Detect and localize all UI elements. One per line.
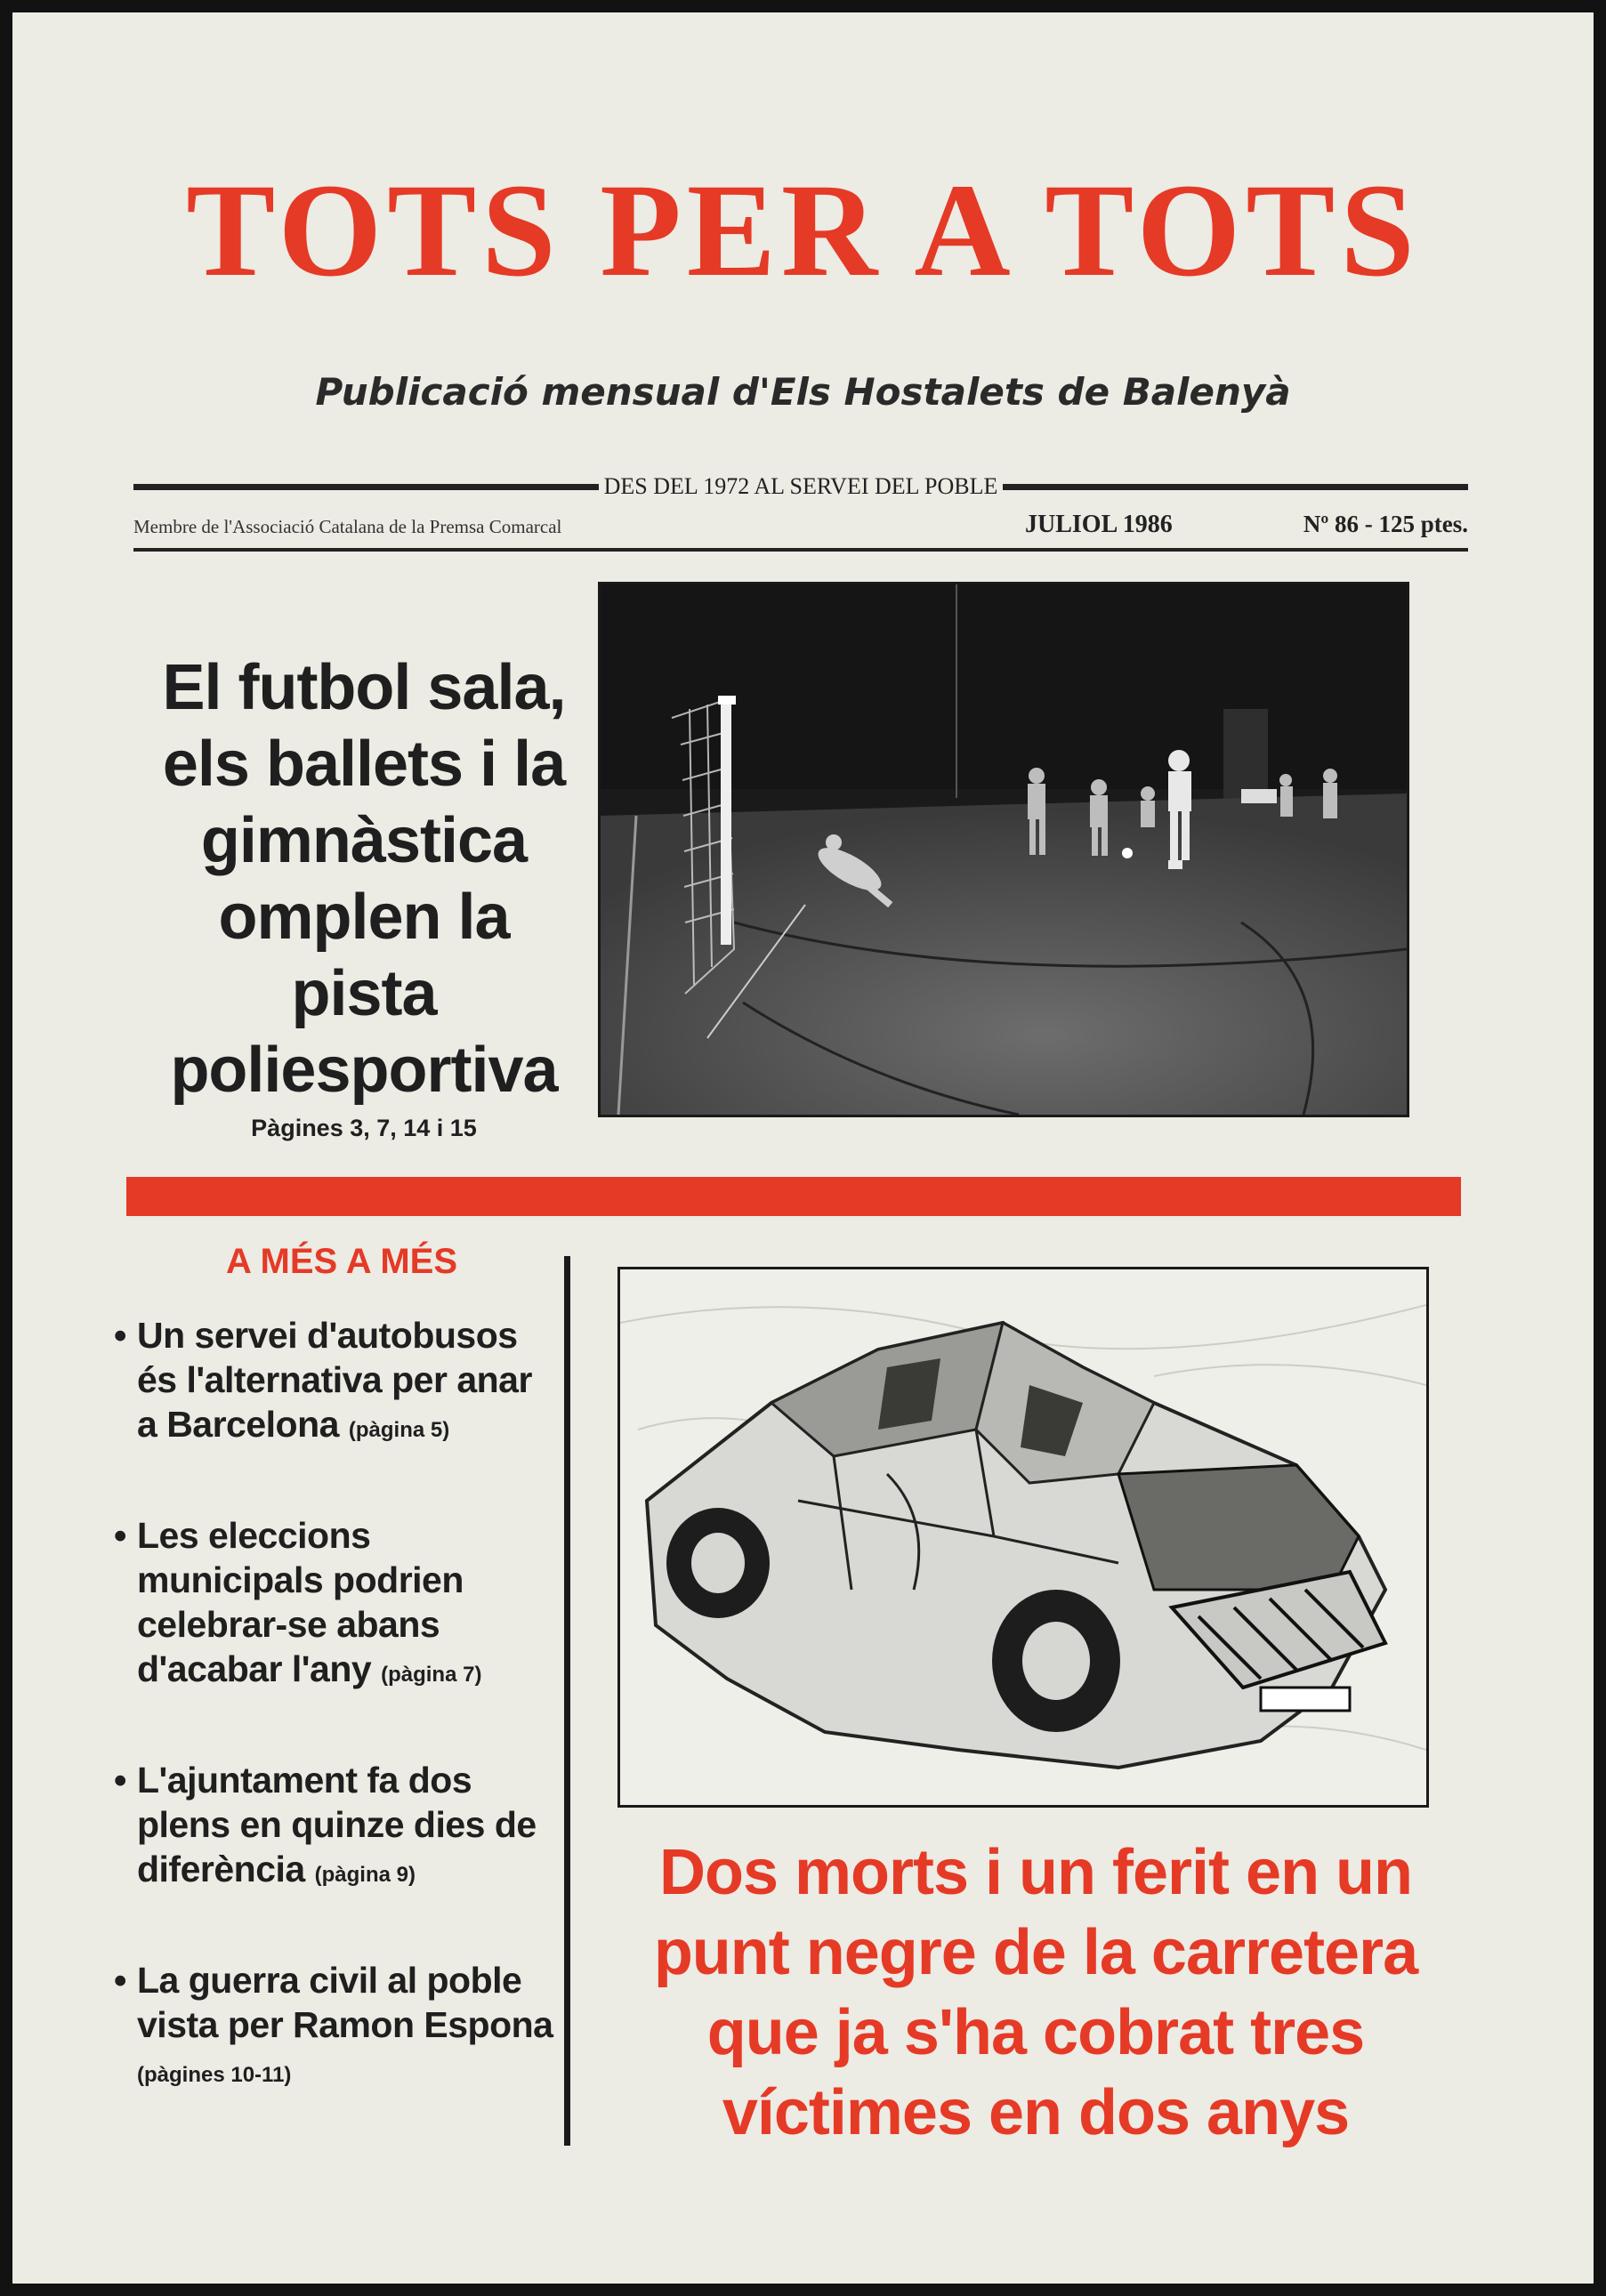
list-item bbox=[114, 1958, 559, 2098]
lead-headline-line: els ballets i la bbox=[162, 729, 566, 800]
rule-left bbox=[133, 484, 599, 490]
second-headline-line: víctimes en dos anys bbox=[722, 2077, 1350, 2148]
tagline: DES DEL 1972 AL SERVEI DEL POBLE bbox=[603, 473, 998, 499]
list-item-page-ref: (pàgines 10-11) bbox=[137, 2063, 292, 2087]
list-item-page-ref: (pàgina 5) bbox=[348, 1418, 450, 1442]
list-item bbox=[114, 1513, 559, 1697]
masthead-title-text: TOTS PER A TOTS bbox=[186, 157, 1420, 304]
futsal-photo bbox=[598, 582, 1409, 1117]
column-divider bbox=[564, 1256, 570, 2146]
list-item-page-ref: (pàgina 7) bbox=[381, 1663, 482, 1687]
list-item-text: L'ajuntament fa dos plens en quinze dies de diferència bbox=[137, 1760, 537, 1889]
second-headline bbox=[600, 1833, 1472, 2153]
tagline-rule bbox=[133, 473, 1468, 500]
list-item-page-ref: (pàgina 9) bbox=[314, 1863, 416, 1887]
masthead-title bbox=[12, 157, 1594, 304]
car-wreck-photo-image bbox=[620, 1269, 1426, 1805]
lead-headline-line: pista bbox=[291, 958, 437, 1029]
second-headline-line: Dos morts i un ferit en un bbox=[658, 1837, 1413, 1908]
rule-right bbox=[1003, 484, 1468, 490]
lead-headline-line: El futbol sala, bbox=[162, 652, 566, 723]
list-item-text: Un servei d'autobusos és l'alternativa per anar a Barcelona bbox=[137, 1315, 532, 1445]
car-wreck-photo bbox=[617, 1267, 1429, 1808]
newspaper-front-page bbox=[12, 12, 1594, 2284]
lead-headline bbox=[110, 649, 617, 1146]
second-headline-line: punt negre de la carretera bbox=[653, 1917, 1418, 1988]
second-headline-line: que ja s'ha cobrat tres bbox=[706, 1997, 1365, 2068]
list-item-text: Les eleccions municipals podrien celebrar-se abans d'acabar l'any bbox=[137, 1515, 464, 1689]
futsal-photo-image bbox=[601, 584, 1407, 1115]
lead-page-ref: Pàgines 3, 7, 14 i 15 bbox=[251, 1115, 477, 1141]
membership-note: Membre de l'Associació Catalana de la Premsa Comarcal bbox=[133, 516, 562, 537]
lead-headline-line: omplen la bbox=[218, 882, 510, 953]
list-item bbox=[114, 1313, 559, 1453]
masthead-bottom-rule bbox=[133, 548, 1468, 552]
issue-date: JULIOL 1986 bbox=[1025, 511, 1173, 538]
issue-info-row bbox=[133, 511, 1468, 543]
lead-headline-line: gimnàstica bbox=[200, 805, 528, 876]
lead-headline-line: poliesportiva bbox=[170, 1035, 558, 1106]
sidebar-list bbox=[114, 1313, 559, 2098]
section-red-bar bbox=[126, 1177, 1461, 1216]
sidebar-title: A MÉS A MÉS bbox=[225, 1242, 458, 1281]
masthead-subtitle: Publicació mensual d'Els Hostalets de Balenyà bbox=[315, 370, 1291, 414]
list-item-text: La guerra civil al poble vista per Ramon Espona bbox=[137, 1960, 553, 2045]
list-item bbox=[114, 1758, 559, 1897]
issue-number-price: Nº 86 - 125 ptes. bbox=[1303, 511, 1468, 537]
